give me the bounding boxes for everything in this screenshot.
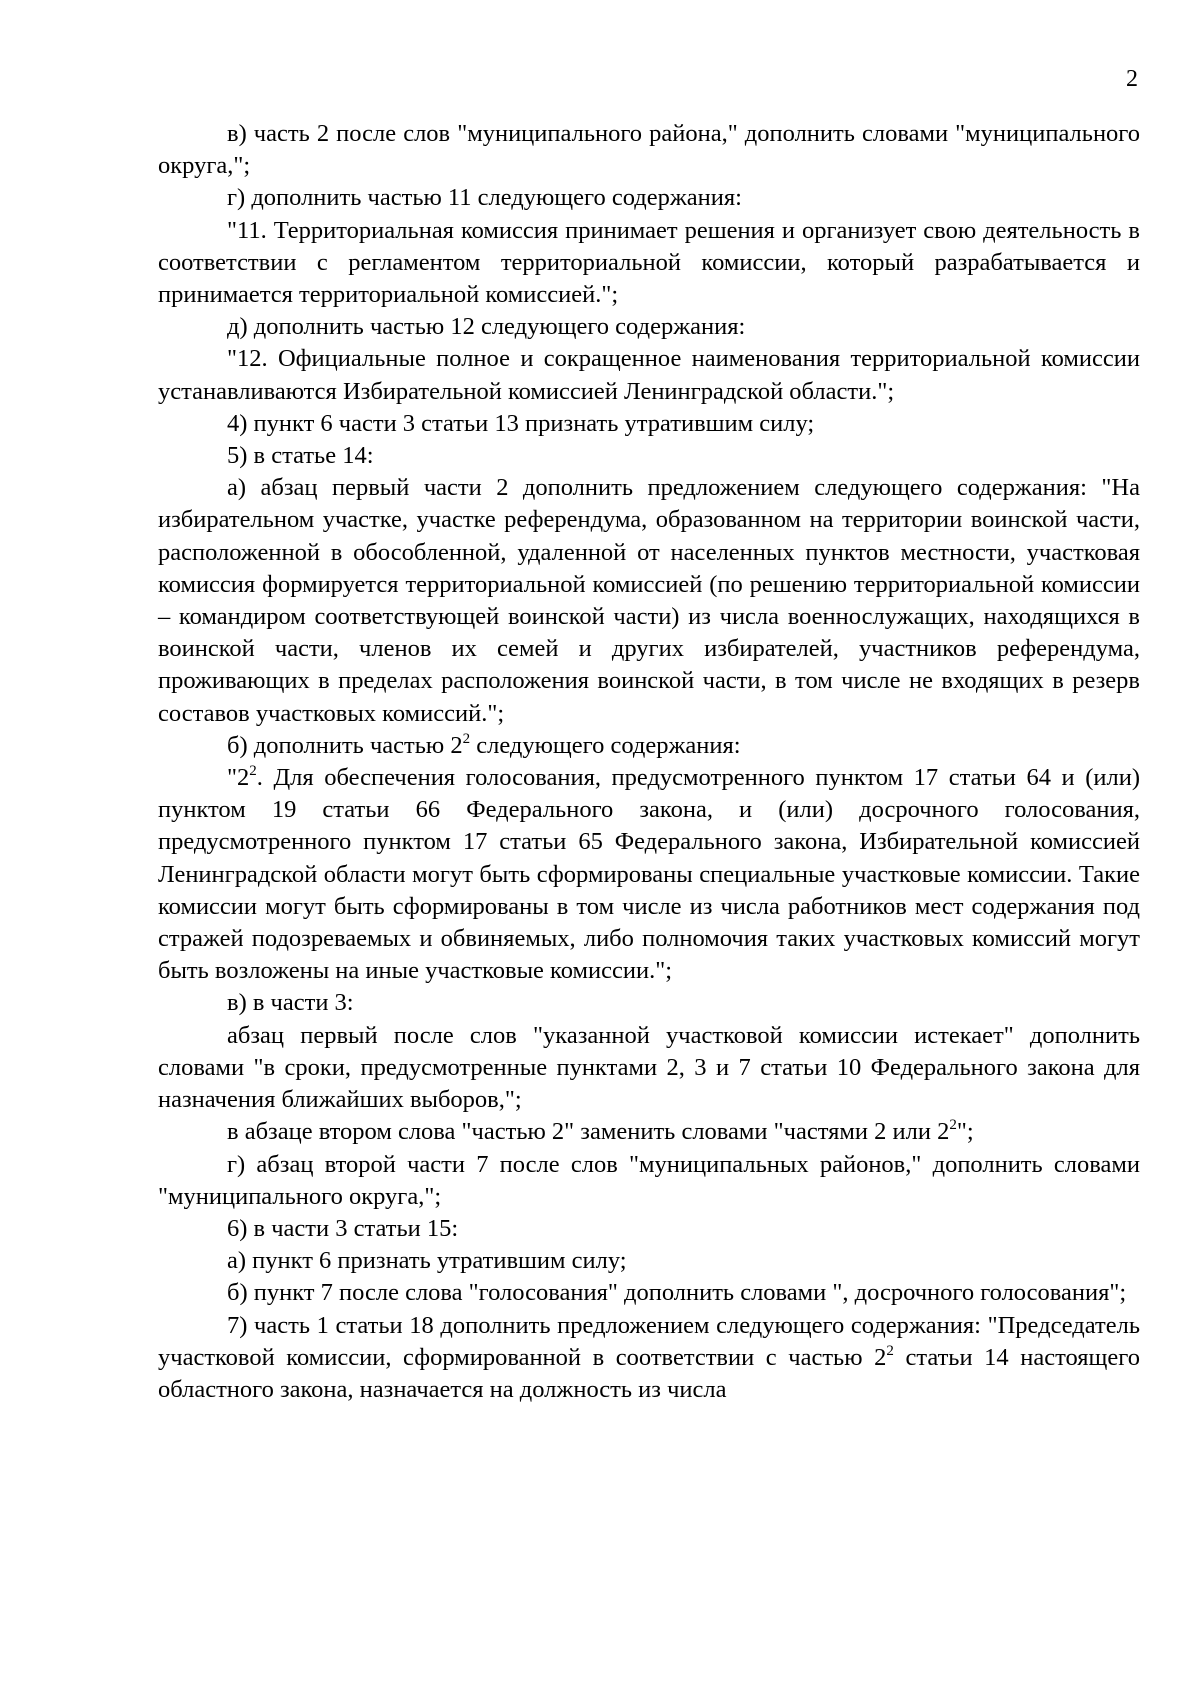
- paragraph-with-superscript: [158, 1310, 1140, 1407]
- superscript: 2: [462, 730, 471, 747]
- superscript: 2: [249, 762, 257, 779]
- paragraph: г) дополнить частью 11 следующего содержания:: [227, 184, 742, 212]
- page-number: 2: [1126, 66, 1138, 92]
- document-body: [158, 118, 1140, 1406]
- text-segment: в абзаце втором слова "частью 2" заменить словами "частями 2 или 2: [227, 1118, 950, 1146]
- text-segment: ";: [956, 1118, 974, 1146]
- superscript: 2: [886, 1342, 894, 1359]
- text-segment: б) дополнить частью 2: [227, 731, 463, 759]
- paragraph: в) часть 2 после слов "муниципального района," дополнить словами "муниципального округа,";: [158, 120, 1140, 180]
- text-segment: "2: [227, 764, 250, 792]
- paragraph-with-superscript: [158, 762, 1140, 987]
- paragraph: а) пункт 6 признать утратившим силу;: [227, 1247, 627, 1275]
- paragraph: 4) пункт 6 части 3 статьи 13 признать утратившим силу;: [227, 409, 815, 437]
- paragraph: а) абзац первый части 2 дополнить предложением следующего содержания: "На избирательном участке, участке референдума, образованном на территории воинской части, расположенной в обособленной, удаленной от населенных пунктов местности, участковая комиссия формируется территориальной комиссией (по решению территориальной комиссии – командиром соответствующей воинской части) из числа военнослужащих, находящихся в воинской части, членов их семей и других избирателей, участников референдума, проживающих в пределах расположения воинской части, в том числе не входящих в резерв составов участковых комиссий.";: [158, 474, 1140, 727]
- text-segment: статьи 14 настоящего областного закона, назначается на должность из числа: [158, 1343, 1140, 1403]
- paragraph: в) в части 3:: [227, 989, 354, 1017]
- paragraph: "11. Территориальная комиссия принимает решения и организует свою деятельность в соответствии с регламентом территориальной комиссии, который разрабатывается и принимается территориальной комиссией.";: [158, 216, 1140, 309]
- paragraph: б) пункт 7 после слова "голосования" дополнить словами ", досрочного голосования";: [227, 1279, 1127, 1307]
- paragraph: 5) в статье 14:: [227, 442, 374, 470]
- paragraph-with-superscript: [158, 730, 1140, 762]
- text-segment: 7) часть 1 статьи 18 дополнить предложением следующего содержания: "Председатель участковой комиссии, сформированной в соответствии с частью 2: [158, 1311, 1140, 1371]
- text-segment: . Для обеспечения голосования, предусмотренного пунктом 17 статьи 64 и (или) пунктом 19 статьи 66 Федерального закона, и (или) досрочного голосования, предусмотренного пунктом 17 статьи 65 Федерального закона, Избирательной комиссией Ленинградской области могут быть сформированы специальные участковые комиссии. Такие комиссии могут быть сформированы в том числе из числа работников мест содержания под стражей подозреваемых и обвиняемых, либо полномочия таких участковых комиссий могут быть возложены на иные участковые комиссии.";: [158, 764, 1140, 985]
- paragraph: д) дополнить частью 12 следующего содержания:: [227, 313, 746, 341]
- paragraph: абзац первый после слов "указанной участковой комиссии истекает" дополнить словами "в сроки, предусмотренные пунктами 2, 3 и 7 статьи 10 Федерального закона для назначения ближайших выборов,";: [158, 1021, 1140, 1114]
- text-segment: следующего содержания:: [470, 731, 741, 759]
- paragraph-with-superscript: [158, 1116, 1140, 1148]
- paragraph: 6) в части 3 статьи 15:: [227, 1214, 459, 1242]
- paragraph: "12. Официальные полное и сокращенное наименования территориальной комиссии устанавливаются Избирательной комиссией Ленинградской области.";: [158, 345, 1140, 405]
- superscript: 2: [949, 1117, 957, 1134]
- paragraph: г) абзац второй части 7 после слов "муниципальных районов," дополнить словами "муниципального округа,";: [158, 1150, 1140, 1210]
